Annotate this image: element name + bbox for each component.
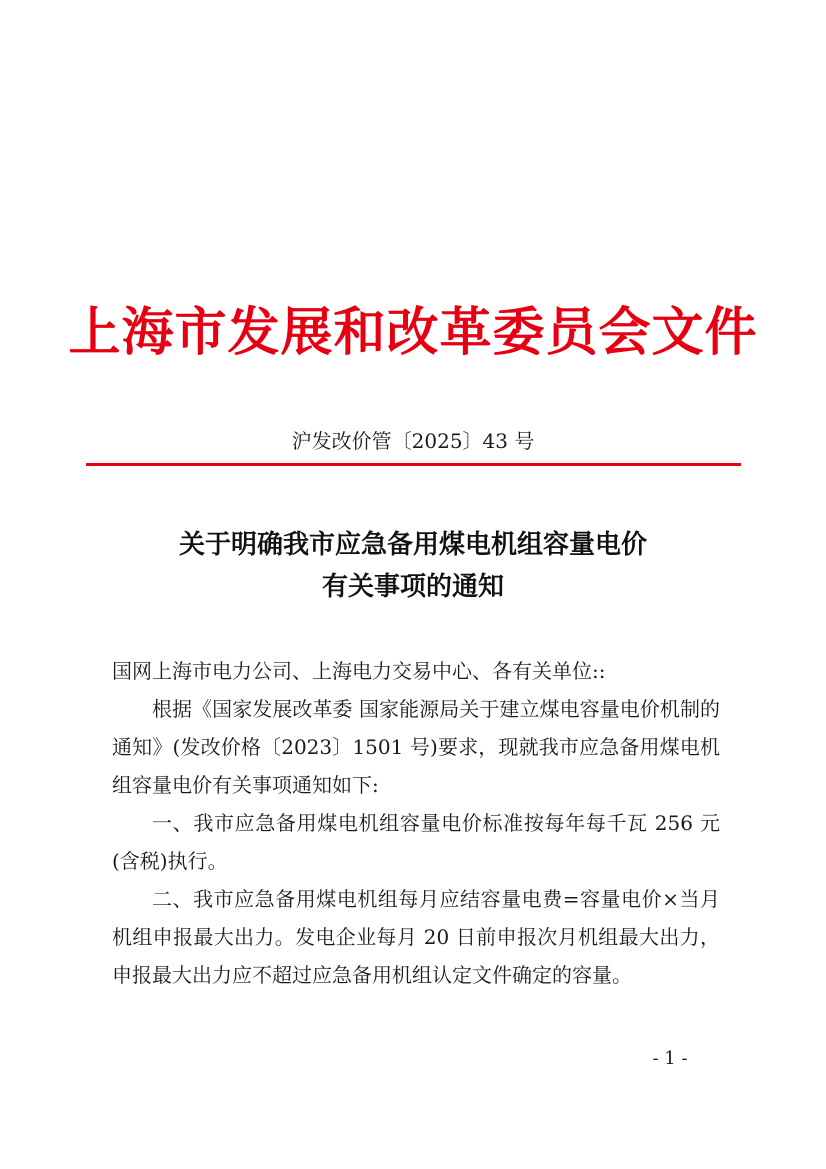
document-title <box>0 524 826 608</box>
page-number: - 1 - <box>652 1048 688 1069</box>
document-body <box>112 652 720 994</box>
recipients: 国网上海市电力公司、上海电力交易中心、各有关单位:: <box>112 659 606 683</box>
title-line-2: 有关事项的通知 <box>321 572 504 602</box>
document-number: 沪发改价管〔2025〕43 号 <box>291 429 535 453</box>
title-line-1: 关于明确我市应急备用煤电机组容量电价 <box>178 530 647 560</box>
paragraph-item-2: 二、我市应急备用煤电机组每月应结容量电费=容量电价×当月机组申报最大出力。发电企业每月 20 日前申报次月机组最大出力，申报最大出力应不超过应急备用机组认定文件确定的容量。 <box>112 887 720 987</box>
paragraph-intro: 根据《国家发展改革委 国家能源局关于建立煤电容量电价机制的通知》(发改价格〔2023〕1501 号)要求，现就我市应急备用煤电机组容量电价有关事项通知如下: <box>112 697 720 797</box>
red-separator-line <box>86 463 741 466</box>
issuer-heading: 上海市发展和改革委员会文件 <box>68 302 758 363</box>
paragraph-item-1: 一、我市应急备用煤电机组容量电价标准按每年每千瓦 256 元(含税)执行。 <box>112 811 720 873</box>
